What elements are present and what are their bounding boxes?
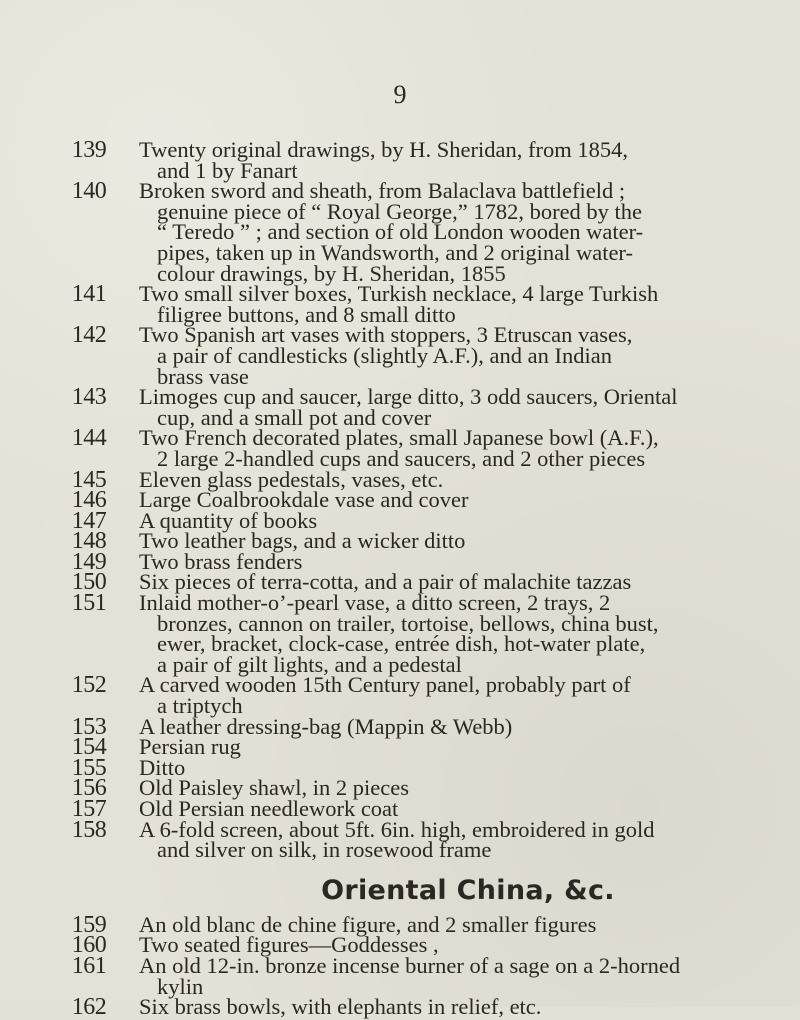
lot-description-line: Six brass bowls, with elephants in relief, etc. [139,994,542,1020]
lot-description-line: Two leather bags, and a wicker ditto [139,528,466,554]
lot-description-line: Old Persian needlework coat [139,796,399,821]
lot-list [71,137,796,1020]
lot-description-line: kylin [157,973,204,999]
lot-number: 145 [71,466,107,493]
lot-description-line: Inlaid mother-o’-pearl vase, a ditto screen, 2 trays, 2 [139,590,611,616]
lot-description-line: Two Spanish art vases with stoppers, 3 Etruscan vases, [139,322,633,348]
lot-description-line: a pair of gilt lights, and a pedestal [157,651,462,677]
lot-number: 149 [71,548,107,575]
lot-description-line: Large Coalbrookdale vase and cover [139,487,469,513]
lot-description-line: Persian rug [139,734,241,760]
lot-item [71,816,796,863]
lot-number: 160 [71,932,107,959]
lot-number: 151 [71,590,107,617]
lot-item [71,425,796,471]
lot-description-line: Two French decorated plates, small Japanese bowl (A.F.), [139,425,659,451]
lot-number: 161 [71,952,107,979]
lot-number: 158 [71,816,107,843]
lot-description-line: Two brass fenders [139,548,303,574]
lot-description-line: genuine piece of “ Royal George,” 1782, bored by the [157,198,643,224]
lot-description-line: 2 large 2-handled cups and saucers, and 2 other pieces [157,445,646,471]
lot-description-line: Twenty original drawings, by H. Sheridan, from 1854, [139,137,628,162]
page-number: 9 [393,80,407,109]
lot-number: 159 [71,911,107,938]
lot-number: 153 [71,713,107,740]
lot-description-line: ewer, bracket, clock-case, entrée dish, hot-water plate, [157,631,646,657]
lot-description-line: a pair of candlesticks (slightly A.F.), and an Indian [157,342,612,368]
lot-group-oriental-china [71,911,796,1020]
lot-description-line: cup, and a small pot and cover [157,404,432,430]
lot-number: 141 [71,281,107,308]
lot-number: 142 [71,322,107,349]
lot-description-line: Eleven glass pedestals, vases, etc. [139,466,444,492]
lot-number: 162 [71,994,107,1020]
lot-description-line: bronzes, cannon on trailer, tortoise, bellows, china bust, [157,610,659,636]
lot-description-line: brass vase [157,363,249,389]
lot-description-line: and 1 by Fanart [157,157,298,183]
lot-description-line: Broken sword and sheath, from Balaclava battlefield ; [139,178,626,204]
lot-item [71,281,796,327]
lot-description-line: Two seated figures—Goddesses , [139,932,439,958]
lot-description-line: Old Paisley shawl, in 2 pieces [139,775,409,801]
lot-number: 155 [71,754,107,781]
lot-description-line: A 6-fold screen, about 5ft. 6in. high, embroidered in gold [139,816,655,842]
lot-description-line: and silver on silk, in rosewood frame [157,837,492,863]
lot-item [71,952,796,999]
lot-item [71,137,796,183]
lot-number: 150 [71,569,107,596]
lot-number: 154 [71,734,107,761]
lot-number: 152 [71,672,107,699]
lot-description-line: Two small silver boxes, Turkish necklace, 4 large Turkish [139,281,659,307]
lot-item [71,590,796,677]
lot-description-line: A carved wooden 15th Century panel, probably part of [139,672,631,698]
lot-number: 147 [71,507,107,534]
lot-group-general [71,137,796,863]
lot-number: 140 [71,178,107,205]
lot-description-line: An old blanc de chine figure, and 2 smaller figures [139,911,597,937]
lot-description-line: colour drawings, by H. Sheridan, 1855 [157,260,506,286]
lot-number: 148 [71,528,107,555]
lot-description-line: Six pieces of terra-cotta, and a pair of malachite tazzas [139,569,632,595]
lot-description-line: A quantity of books [139,507,318,533]
lot-number: 143 [71,384,107,411]
lot-item [71,734,796,761]
section-heading: Oriental China, &c. [321,874,615,906]
lot-number: 139 [71,137,107,163]
lot-item [71,994,796,1020]
lot-description-line: A leather dressing-bag (Mappin & Webb) [139,713,513,739]
lot-description-line: An old 12-in. bronze incense burner of a sage on a 2-horned [139,952,681,978]
lot-description-line: Limoges cup and saucer, large ditto, 3 odd saucers, Oriental [139,384,678,410]
lot-number: 146 [71,487,107,514]
lot-item [71,672,796,719]
lot-number: 144 [71,425,107,452]
lot-number: 157 [71,796,107,822]
lot-number: 156 [71,775,107,802]
lot-item [71,178,796,286]
lot-description-line: “ Teredo ” ; and section of old London wooden water- [157,219,644,245]
lot-description-line: Ditto [139,754,186,780]
lot-description-line: filigree buttons, and 8 small ditto [157,301,456,327]
lot-item [71,322,796,389]
lot-item [71,384,796,430]
lot-description-line: pipes, taken up in Wandsworth, and 2 original water- [157,239,633,265]
lot-description-line: a triptych [157,693,243,719]
